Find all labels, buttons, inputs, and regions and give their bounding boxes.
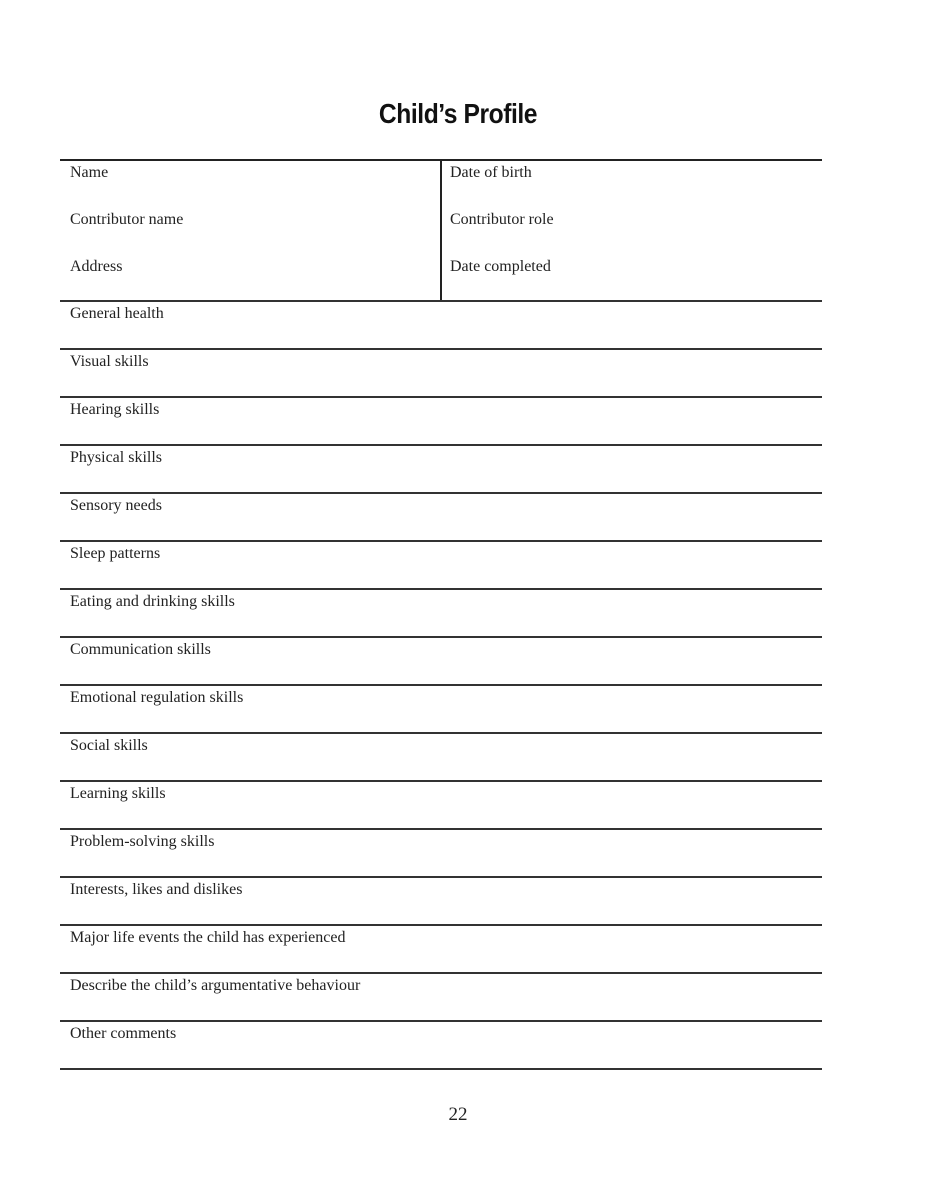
row-major-life-events[interactable]: Major life events the child has experienced xyxy=(60,926,822,974)
row-sensory-needs[interactable]: Sensory needs xyxy=(60,494,822,542)
column-divider xyxy=(440,161,442,300)
page-title: Child’s Profile xyxy=(378,98,538,129)
field-address[interactable]: Address xyxy=(70,258,123,275)
row-hearing-skills[interactable]: Hearing skills xyxy=(60,398,822,446)
row-emotional-regulation-skills[interactable]: Emotional regulation skills xyxy=(60,686,822,734)
field-name[interactable]: Name xyxy=(70,164,109,181)
header-right-column xyxy=(450,161,554,302)
row-visual-skills[interactable]: Visual skills xyxy=(60,350,822,398)
field-contributor-role[interactable]: Contributor role xyxy=(450,211,554,228)
row-general-health[interactable]: General health xyxy=(60,302,822,350)
field-date-completed[interactable]: Date completed xyxy=(450,258,551,275)
row-communication-skills[interactable]: Communication skills xyxy=(60,638,822,686)
row-problem-solving-skills[interactable]: Problem-solving skills xyxy=(60,830,822,878)
header-left-column xyxy=(70,161,183,302)
row-social-skills[interactable]: Social skills xyxy=(60,734,822,782)
row-other-comments[interactable]: Other comments xyxy=(60,1022,822,1070)
row-physical-skills[interactable]: Physical skills xyxy=(60,446,822,494)
page-number: 22 xyxy=(448,1104,468,1125)
row-eating-drinking-skills[interactable]: Eating and drinking skills xyxy=(60,590,822,638)
row-learning-skills[interactable]: Learning skills xyxy=(60,782,822,830)
row-interests-likes-dislikes[interactable]: Interests, likes and dislikes xyxy=(60,878,822,926)
header-fields-block xyxy=(60,159,822,302)
field-date-of-birth[interactable]: Date of birth xyxy=(450,164,532,181)
field-contributor-name[interactable]: Contributor name xyxy=(70,211,184,228)
profile-form xyxy=(60,159,822,1070)
row-sleep-patterns[interactable]: Sleep patterns xyxy=(60,542,822,590)
row-argumentative-behaviour[interactable]: Describe the child’s argumentative behaviour xyxy=(60,974,822,1022)
